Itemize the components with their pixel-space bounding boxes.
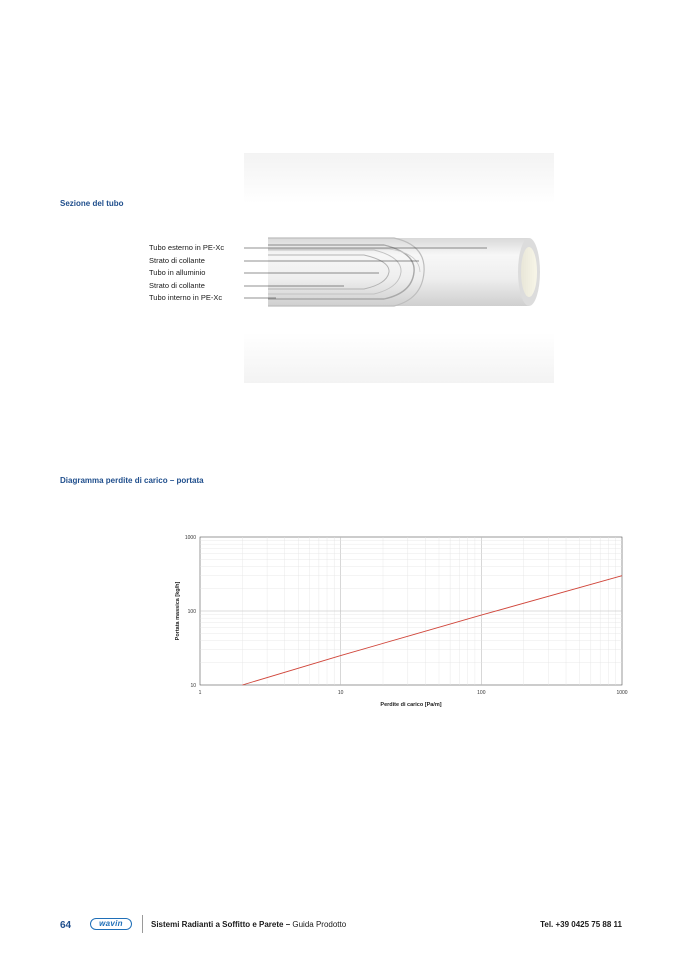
pressure-loss-flow-chart xyxy=(170,530,632,710)
pipe-illustration xyxy=(244,153,554,383)
layer-label-aluminium: Tubo in alluminio xyxy=(149,268,206,277)
pipe-section-title: Sezione del tubo xyxy=(60,199,124,208)
y-axis-title: Portata massica [kg/h] xyxy=(175,581,181,641)
layer-label-outer-pe: Tubo esterno in PE-Xc xyxy=(149,243,225,252)
y-tick-label: 1000 xyxy=(184,535,196,541)
x-tick-label: 1000 xyxy=(616,690,628,696)
layer-label-inner-pe: Tubo interno in PE-Xc xyxy=(149,293,223,302)
footer-phone: Tel. +39 0425 75 88 11 xyxy=(540,920,622,929)
page-number: 64 xyxy=(60,920,72,931)
footer-divider xyxy=(142,915,143,933)
x-tick-label: 1 xyxy=(198,690,202,696)
x-tick-labels xyxy=(199,690,628,696)
footer-title-bold: Sistemi Radianti a Soffitto e Parete – xyxy=(151,920,291,929)
x-tick-label: 100 xyxy=(477,690,486,696)
logo-text: wavin xyxy=(99,919,123,928)
pipe-cross-section-figure xyxy=(244,153,554,383)
y-tick-label: 10 xyxy=(190,683,196,689)
y-tick-labels xyxy=(185,535,196,689)
footer-title xyxy=(151,920,346,929)
y-tick-label: 100 xyxy=(187,609,196,615)
layer-label-adhesive-inner: Strato di collante xyxy=(149,281,205,290)
grid-lines xyxy=(200,537,622,685)
footer-title-rest: Guida Prodotto xyxy=(290,920,347,929)
page-footer xyxy=(0,912,678,938)
wavin-logo xyxy=(90,918,132,930)
x-tick-label: 10 xyxy=(337,690,344,696)
x-axis-title: Perdite di carico [Pa/m] xyxy=(380,702,442,708)
layer-label-adhesive-outer: Strato di collante xyxy=(149,256,205,265)
diagram-title: Diagramma perdite di carico – portata xyxy=(60,476,204,485)
